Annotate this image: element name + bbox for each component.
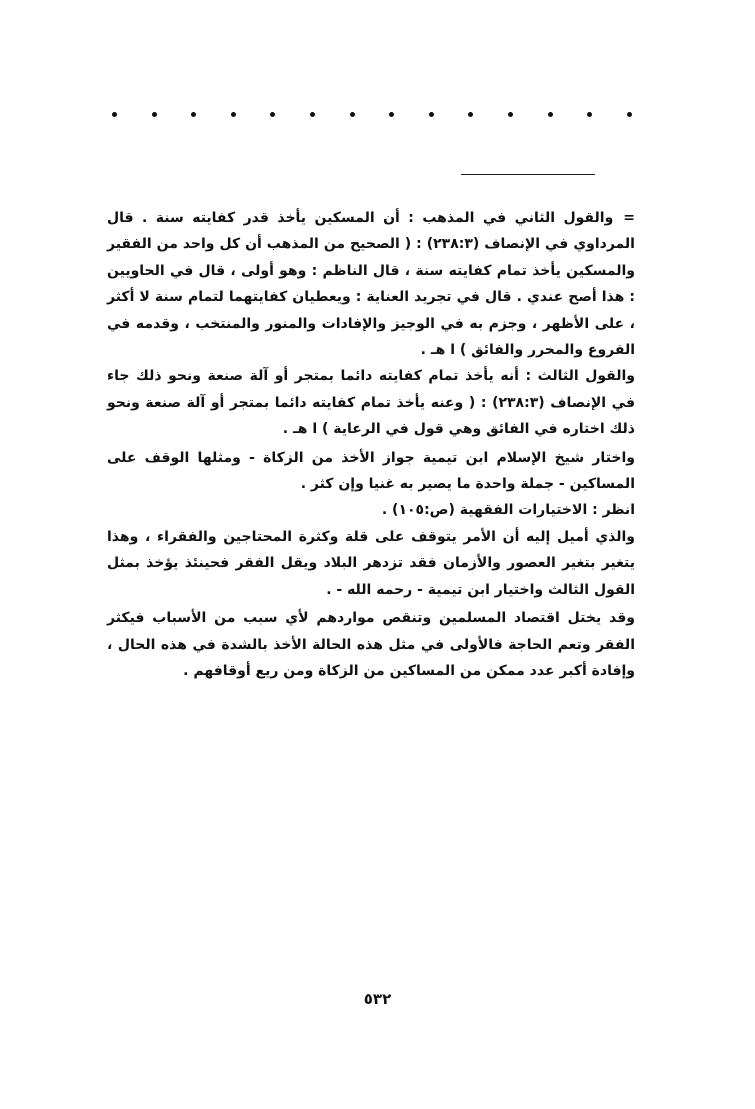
continuation-marker: = xyxy=(623,210,635,226)
separator-dot xyxy=(468,112,473,117)
footnote-paragraph xyxy=(107,205,635,363)
dotted-separator xyxy=(112,112,632,117)
page-number: ٥٣٢ xyxy=(363,990,392,1008)
separator-dot xyxy=(508,112,513,117)
footnote-rule xyxy=(461,174,595,175)
footnote-paragraph: وقد يختل اقتصاد المسلمين وتنقص مواردهم لأي سبب من الأسباب فيكثر الفقر وتعم الحاجة فالأولى في مثل هذه الحالة الأخذ بالشدة في هذه الحال ، وإفادة أكبر عدد ممكن من المساكين من الزكاة ومن ريع أوقافهم . xyxy=(107,610,635,679)
separator-dot xyxy=(270,112,275,117)
separator-dot xyxy=(310,112,315,117)
separator-dot xyxy=(350,112,355,117)
footnote-paragraph: والذي أميل إليه أن الأمر يتوقف على قلة وكثرة المحتاجين والفقراء ، وهذا يتغير بتغير العصور والأزمان فقد تزدهر البلاد ويقل الفقر فحينئذ يؤخذ بمثل القول الثالث واختيار ابن تيمية - رحمه الله - . xyxy=(107,528,635,598)
separator-dot xyxy=(112,112,117,117)
separator-dot xyxy=(389,112,394,117)
separator-dot xyxy=(429,112,434,117)
separator-dot xyxy=(231,112,236,117)
footnote-paragraph: واختار شيخ الإسلام ابن تيمية جواز الأخذ من الزكاة - ومثلها الوقف على المساكين - جملة واحدة ما يصير به غنيا وإن كثر . xyxy=(107,449,635,493)
footnote-block xyxy=(107,205,635,684)
separator-dot xyxy=(587,112,592,117)
footnote-paragraph: والقول الثالث : أنه يأخذ تمام كفايته دائما بمتجر أو آلة صنعة ونحو ذلك جاء في الإنصاف (٢٣٨:٣) : ( وعنه يأخذ تمام كفايته دائما بمتجر أو آلة صنعة ونحو ذلك اختاره في الفائق وهي قول في الرعاية ) ا هـ . xyxy=(107,368,635,438)
separator-dot xyxy=(152,112,157,117)
separator-dot xyxy=(191,112,196,117)
separator-dot xyxy=(548,112,553,117)
footnote-paragraph: انظر : الاختيارات الفقهية (ص:١٠٥) . xyxy=(381,502,635,519)
separator-dot xyxy=(627,112,632,117)
paragraph-text: والقول الثاني في المذهب : أن المسكين يأخذ قدر كفايته سنة . قال المرداوي في الإنصاف (٢٣٨:٣) : ( الصحيح من المذهب أن كل واحد من الفقير والمسكين يأخذ تمام كفايته سنة ، قال الناظم : وهو أولى ، قال في الحاويين : هذا أصح عندي . قال في تجريد العناية : ويعطيان كفايتهما لتمام سنة لا أكثر ، على الأظهر ، وجزم به في الوجيز والإفادات والمنور والمنتخب ، وقدمه في الفروع والمحرر والفائق ) ا هـ . xyxy=(107,210,635,359)
